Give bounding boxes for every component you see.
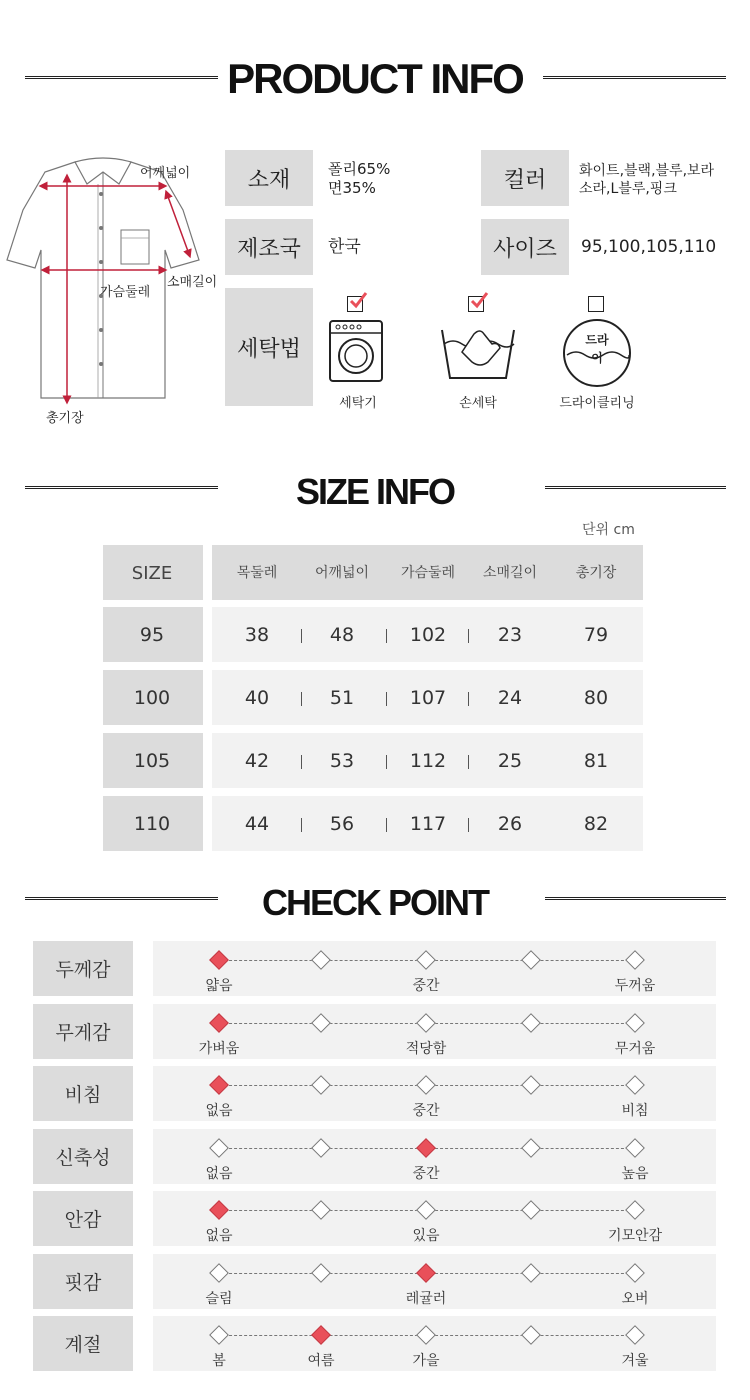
scale-tick-label: 가벼움 — [198, 1040, 240, 1057]
size-cell: 44 — [244, 813, 270, 835]
color-label: 컬러 — [481, 150, 569, 206]
size-cell: 102 — [409, 624, 447, 646]
diamond-icon — [209, 1325, 229, 1345]
scale-tick-label: 얇음 — [205, 978, 233, 994]
check-point-scale — [153, 1129, 716, 1184]
selected-diamond-icon — [209, 950, 229, 970]
cell-divider — [301, 629, 302, 643]
diamond-icon — [625, 1013, 645, 1033]
selected-diamond-icon — [416, 1263, 436, 1283]
wash-option-label-2: 손세탁 — [459, 396, 497, 411]
size-cell: 107 — [409, 687, 447, 709]
size-cell: 112 — [409, 750, 447, 772]
size-info-title: SIZE INFO — [295, 471, 454, 512]
size-cell: 95 — [139, 624, 165, 646]
diamond-icon — [625, 950, 645, 970]
scale-tick-label: 봄 — [212, 1353, 226, 1369]
size-cell: 80 — [583, 687, 609, 709]
size-value: 95,100,105,110 — [581, 237, 717, 257]
scale-tick-label: 중간 — [412, 1103, 440, 1119]
scale-tick-label: 가을 — [412, 1353, 440, 1369]
scale-tick-label: 무거움 — [614, 1040, 656, 1057]
size-cell: 48 — [329, 624, 355, 646]
cell-divider — [301, 818, 302, 832]
scale-tick-label: 오버 — [621, 1290, 649, 1307]
size-header-4: 소매길이 — [482, 565, 538, 581]
diagram-label-chest: 가슴둘레 — [100, 285, 151, 300]
diamond-icon — [521, 1013, 541, 1033]
cell-divider — [386, 755, 387, 769]
size-header-1: 목둘레 — [236, 565, 278, 581]
diamond-icon — [311, 950, 331, 970]
cell-divider — [301, 755, 302, 769]
size-cell: 25 — [497, 750, 523, 772]
diamond-icon — [209, 1138, 229, 1158]
size-label: 사이즈 — [481, 219, 569, 275]
cell-divider — [468, 629, 469, 643]
size-cell: 53 — [329, 750, 355, 772]
check-point-scale — [153, 941, 716, 996]
scale-tick-label: 두꺼움 — [614, 978, 656, 994]
diamond-icon — [311, 1200, 331, 1220]
diagram-label-shoulder: 어깨넓이 — [140, 166, 191, 181]
scale-tick-label: 중간 — [412, 978, 440, 994]
scale-tick-label: 없음 — [205, 1228, 233, 1244]
check-icon — [469, 291, 489, 311]
check-point-scale — [153, 1191, 716, 1246]
diamond-icon — [416, 950, 436, 970]
diamond-icon — [311, 1138, 331, 1158]
material-value-1: 폴리65% — [328, 160, 391, 178]
scale-tick-label: 겨울 — [621, 1353, 649, 1369]
diamond-icon — [521, 950, 541, 970]
cell-divider — [386, 629, 387, 643]
diamond-icon — [625, 1325, 645, 1345]
selected-diamond-icon — [311, 1325, 331, 1345]
diamond-icon — [625, 1200, 645, 1220]
check-point-label: 핏감 — [33, 1254, 133, 1309]
diagram-label-length: 총기장 — [46, 411, 84, 426]
size-header-5: 총기장 — [575, 565, 617, 581]
origin-label: 제조국 — [225, 219, 313, 275]
diamond-icon — [625, 1075, 645, 1095]
diamond-icon — [521, 1138, 541, 1158]
check-point-label: 무게감 — [33, 1004, 133, 1059]
selected-diamond-icon — [209, 1013, 229, 1033]
selected-diamond-icon — [209, 1075, 229, 1095]
size-cell: 51 — [329, 687, 355, 709]
size-cell: 56 — [329, 813, 355, 835]
diamond-icon — [311, 1013, 331, 1033]
check-icon — [348, 291, 368, 311]
size-cell: 79 — [583, 624, 609, 646]
size-cell: 38 — [244, 624, 270, 646]
cell-divider — [386, 692, 387, 706]
size-cell: 81 — [583, 750, 609, 772]
diagram-label-sleeve: 소매길이 — [167, 275, 218, 290]
dry-clean-checkbox[interactable] — [588, 296, 604, 312]
size-header-3: 가슴둘레 — [400, 565, 456, 581]
check-point-label: 비침 — [33, 1066, 133, 1121]
scale-tick-label: 있음 — [412, 1228, 440, 1244]
scale-tick-label: 없음 — [205, 1165, 233, 1182]
size-cell: 82 — [583, 813, 609, 835]
diamond-icon — [521, 1263, 541, 1283]
diamond-icon — [416, 1013, 436, 1033]
scale-tick-label: 기모안감 — [607, 1228, 663, 1244]
check-point-label: 계절 — [33, 1316, 133, 1371]
cell-divider — [468, 818, 469, 832]
size-cell: 26 — [497, 813, 523, 835]
size-cell: 117 — [409, 813, 447, 835]
scale-tick-label: 중간 — [412, 1165, 440, 1182]
diamond-icon — [625, 1263, 645, 1283]
scale-tick-label: 레귤러 — [405, 1290, 447, 1307]
washing-machine-checkbox[interactable] — [347, 296, 363, 312]
color-value-1: 화이트,블랙,블루,보라 — [579, 163, 715, 179]
size-cell: 40 — [244, 687, 270, 709]
diamond-icon — [625, 1138, 645, 1158]
diamond-icon — [521, 1200, 541, 1220]
scale-tick-label: 슬림 — [205, 1290, 233, 1307]
size-cell: 42 — [244, 750, 270, 772]
scale-tick-label: 높음 — [621, 1165, 649, 1182]
cell-divider — [386, 818, 387, 832]
dry-clean-icon-text: 드라이 — [585, 333, 609, 365]
diamond-icon — [311, 1075, 331, 1095]
material-value-2: 면35% — [328, 179, 376, 197]
size-cell: 110 — [133, 813, 171, 835]
washing-machine-icon — [328, 319, 384, 383]
scale-tick-label: 적당함 — [405, 1040, 447, 1057]
check-point-scale — [153, 1316, 716, 1371]
check-point-scale — [153, 1066, 716, 1121]
check-point-label: 안감 — [33, 1191, 133, 1246]
diamond-icon — [521, 1075, 541, 1095]
check-point-label: 신축성 — [33, 1129, 133, 1184]
color-value-2: 소라,L블루,핑크 — [579, 181, 677, 197]
check-point-title: CHECK POINT — [261, 882, 488, 923]
size-header-0: SIZE — [131, 563, 173, 584]
check-point-label: 두께감 — [33, 941, 133, 996]
wash-label: 세탁법 — [225, 288, 313, 406]
size-cell: 24 — [497, 687, 523, 709]
material-label: 소재 — [225, 150, 313, 206]
cell-divider — [468, 755, 469, 769]
cell-divider — [468, 692, 469, 706]
size-header-2: 어깨넓이 — [314, 565, 370, 581]
wash-option-label-1: 세탁기 — [339, 396, 377, 411]
diamond-icon — [209, 1263, 229, 1283]
scale-tick-label: 비침 — [621, 1103, 649, 1119]
unit-label: 단위 cm — [582, 522, 635, 538]
hand-wash-checkbox[interactable] — [468, 296, 484, 312]
selected-diamond-icon — [209, 1200, 229, 1220]
size-cell: 100 — [133, 687, 171, 709]
product-info-title: PRODUCT INFO — [227, 55, 523, 102]
diamond-icon — [416, 1200, 436, 1220]
diamond-icon — [521, 1325, 541, 1345]
hand-wash-icon — [440, 322, 516, 382]
cell-divider — [301, 692, 302, 706]
selected-diamond-icon — [416, 1138, 436, 1158]
diamond-icon — [416, 1325, 436, 1345]
size-cell: 105 — [133, 750, 171, 772]
scale-tick-label: 없음 — [205, 1103, 233, 1119]
scale-tick-label: 여름 — [307, 1353, 335, 1369]
wash-option-label-3: 드라이클리닝 — [559, 396, 635, 411]
origin-value: 한국 — [328, 237, 361, 257]
check-point-scale — [153, 1254, 716, 1309]
check-point-scale — [153, 1004, 716, 1059]
diamond-icon — [311, 1263, 331, 1283]
size-cell: 23 — [497, 624, 523, 646]
diamond-icon — [416, 1075, 436, 1095]
